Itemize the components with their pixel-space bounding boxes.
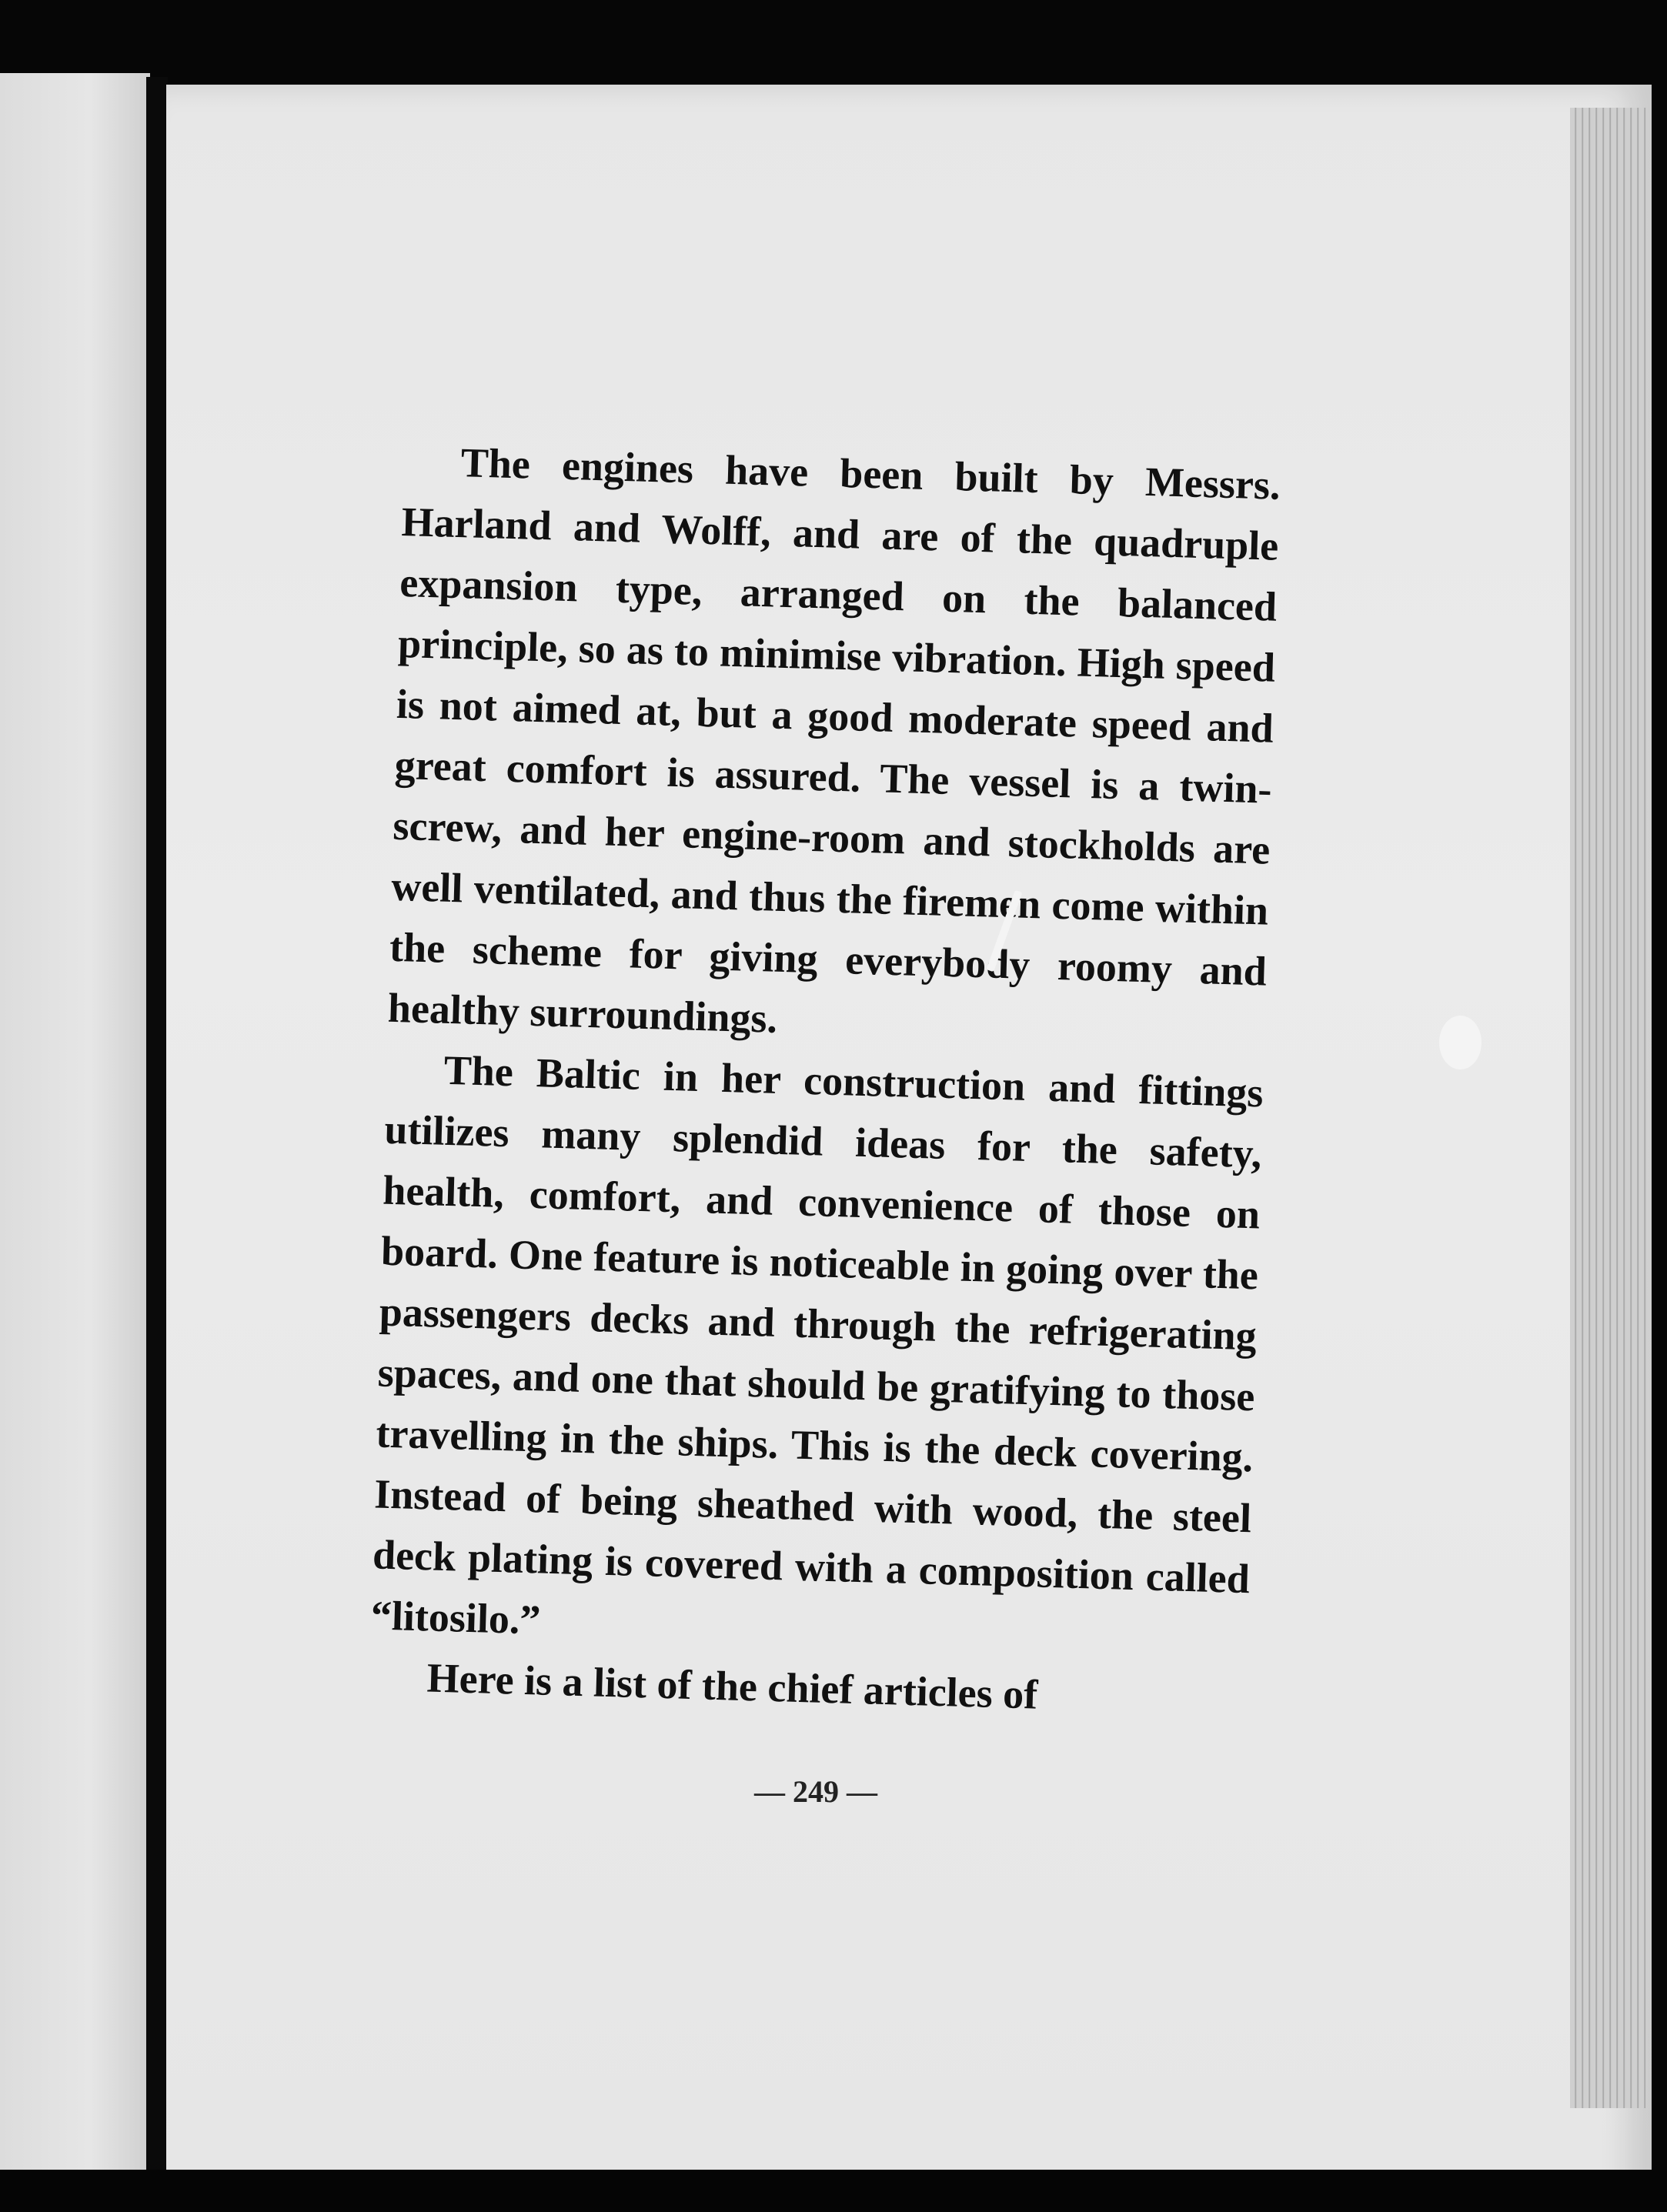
page-number: — 249 — [754, 1774, 877, 1809]
body-text [369, 431, 1281, 1731]
paragraph-list-intro: Here is a list of the chief articles of [426, 1654, 1039, 1718]
paragraph-engines: The engines have been built by Messrs. Harland and Wolff, and are of the quadruple expansion type, arranged on the balanced principle, so as to minimise vibration. High speed is not aimed at, but a good moderate speed and great comfort is assured. The vessel is a twin-screw, and her engine-room and stockholds are well ventilated, and thus the firemen come within the scheme for giving everybody roomy and healthy surroundings. [387, 439, 1281, 1042]
book-gutter [146, 77, 168, 2212]
page-stack-edges [1570, 108, 1647, 2108]
paragraph-baltic: The Baltic in her construction and fittings utilizes many splendid ideas for the safety, health, comfort, and convenience of those on board. One feature is noticeable in going over the passengers decks and through the refrigerating spaces, and one that should be gratifying to those travelling in the ships. This is the deck covering. Instead of being sheathed with wood, the steel deck plating is covered with a composition called “litosilo.” [370, 1046, 1264, 1643]
left-page-edge [0, 73, 150, 2212]
paper-blemish [1439, 1016, 1482, 1069]
scan-background [0, 2170, 1667, 2212]
